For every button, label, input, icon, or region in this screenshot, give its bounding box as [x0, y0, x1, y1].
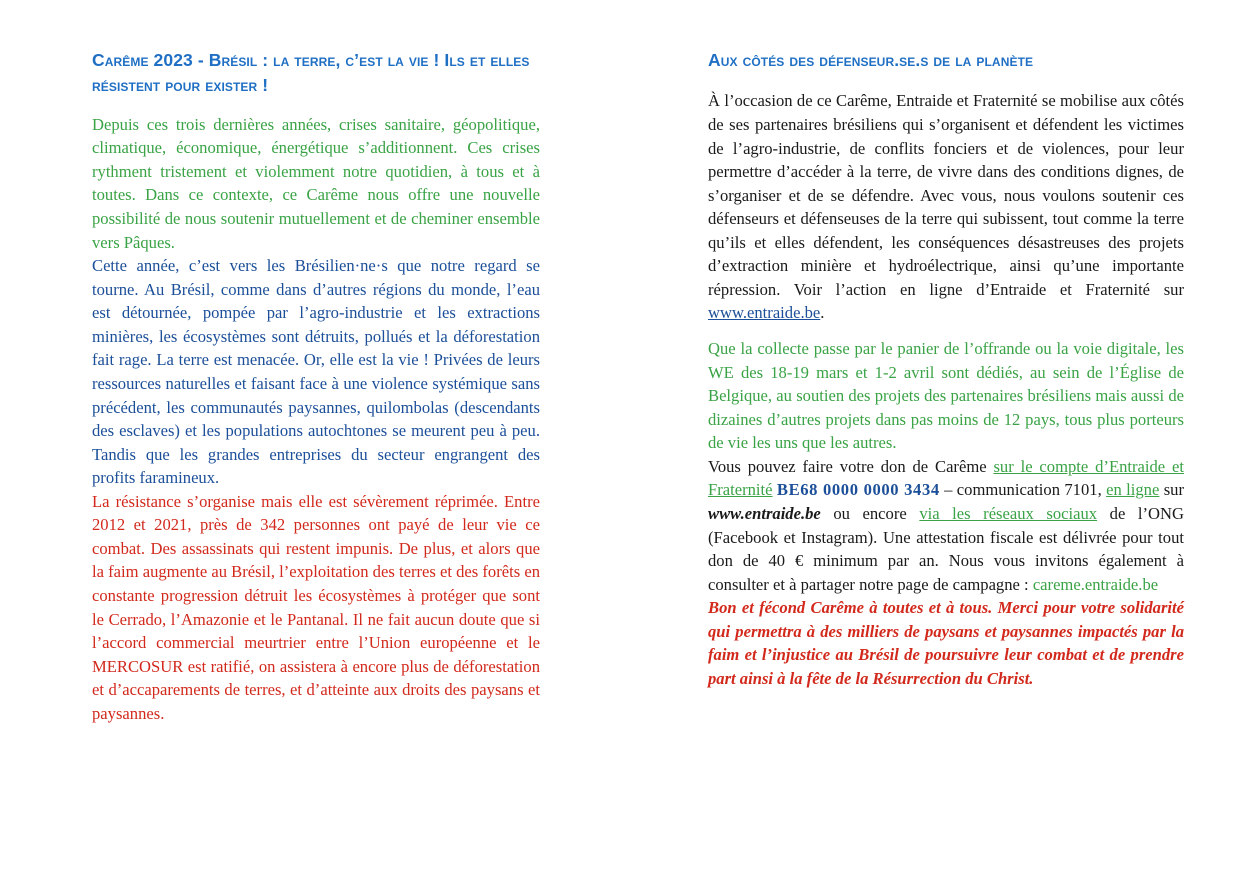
right-paragraph-2: Que la collecte passe par le panier de l’offrande ou la voie digitale, les WE des 18-19 mars et 1-2 avril sont dédiés, au sein de l’Église de Belgique, au soutien des projets des partenaires brésiliens mais aussi de dizaines d’autres projets dans pas moins de 12 pays, tous plus porteurs de vie les uns que les autres.	[708, 339, 1184, 453]
right-paragraph-1-text: À l’occasion de ce Carême, Entraide et Fraternité se mobilise aux côtés de ses partenaires brésiliens qui s’organisent et défendent les victimes de l’agro-industrie, de conflits fonciers et de violences, pour leur permettre d’accéder à la terre, de vivre dans des conditions dignes, de s’organiser et de se défendre. Avec vous, nous voulons soutenir ces défenseurs et défenseuses de la terre qui subissent, tout comme la terre qu’ils et elles défendent, les conséquences désastreuses des projets d’extraction minière et hydroélectrique, ainsi qu’une importante répression. Voir l’action en ligne d’Entraide et Fraternité sur	[708, 91, 1184, 299]
right-paragraph-1-period: .	[820, 303, 825, 323]
ou-encore-text: ou encore	[820, 503, 920, 523]
right-paragraph-3	[708, 455, 1184, 596]
right-paragraph-1	[708, 89, 1184, 325]
left-paragraph-3: La résistance s’organise mais elle est sévèrement réprimée. Entre 2012 et 2021, près de 342 personnes ont payé de leur vie ce combat. Des assassinats qui restent impunis. De plus, et alors que la faim augmente au Brésil, l’exploitation des terres et des forêts en constante progression détruit les écosystèmes à protéger que sont le Cerrado, l’Amazonie et le Pantanal. Il ne fait aucun doute que si l’accord commercial meurtrier entre l’Union européenne et le MERCOSUR est ratifié, on assistera à encore plus de déforestation et d’accaparements de terres, et d’atteinte aux droits des paysans et paysannes.	[92, 491, 540, 723]
fiscal-attestation-text: de l’ONG (Facebook et Instagram). Une attestation fiscale est délivrée pour tout don de 40 € minimum par an. Nous vous invitons également à consulter et à partager notre page de campagne :	[708, 503, 1185, 594]
entraide-site-mention: www.entraide.be	[708, 503, 821, 523]
closing-blessing: Bon et fécond Carême à toutes et à tous. Merci pour votre solidarité qui permettra à des milliers de paysans et paysannes impactés par la faim et l’injustice au Brésil de poursuivre leur combat et de prendre part ainsi à la fête de la Résurrection du Christ.	[708, 598, 1184, 688]
entraide-website-link[interactable]: www.entraide.be	[708, 303, 821, 323]
account-link[interactable]: sur le compte d’Entraide et Fraternité	[708, 456, 1184, 500]
left-column-heading: Carême 2023 - Brésil : la terre, c’est la vie ! Ils et elles résistent pour exister !	[92, 50, 530, 96]
campaign-page-url[interactable]: careme.entraide.be	[1032, 574, 1159, 594]
left-paragraph-2: Cette année, c’est vers les Brésilien·ne·s que notre regard se tourne. Au Brésil, comme dans d’autres régions du monde, l’eau est détournée, pompée par l’agro-industrie et les extractions minières, les écosystèmes sont détruits, pollués et la déforestation fait rage. La terre est menacée. Or, elle est la vie ! Privées de leurs ressources naturelles et faisant face à une violence systémique sans précédent, les communautés paysannes, quilombolas (descendants des esclaves) et les populations autochtones se meurent peu à peu. Tandis que les grandes entreprises du secteur engrangent des profits faramineux.	[92, 256, 540, 488]
donation-text-intro: Vous pouvez faire votre don de Carême	[708, 456, 994, 476]
communication-text: – communication 7101,	[939, 480, 1107, 500]
sur-text: sur	[1159, 480, 1185, 500]
two-column-layout	[0, 48, 1240, 725]
right-column-heading: Aux côtés des défenseur.se.s de la planète	[708, 50, 1034, 70]
bank-account-number: BE68 0000 0000 3434	[776, 480, 940, 500]
left-column	[0, 48, 620, 725]
right-column	[620, 48, 1240, 725]
left-paragraph-1: Depuis ces trois dernières années, crises sanitaire, géopolitique, climatique, économique, énergétique s’additionnent. Ces crises rythment tristement et violemment notre quotidien, à tous et à toutes. Dans ce contexte, ce Carême nous offre une nouvelle possibilité de nous soutenir mutuellement et de cheminer ensemble vers Pâques.	[92, 114, 540, 252]
social-networks-link[interactable]: via les réseaux sociaux	[919, 503, 1098, 523]
online-donation-link[interactable]: en ligne	[1106, 480, 1160, 500]
